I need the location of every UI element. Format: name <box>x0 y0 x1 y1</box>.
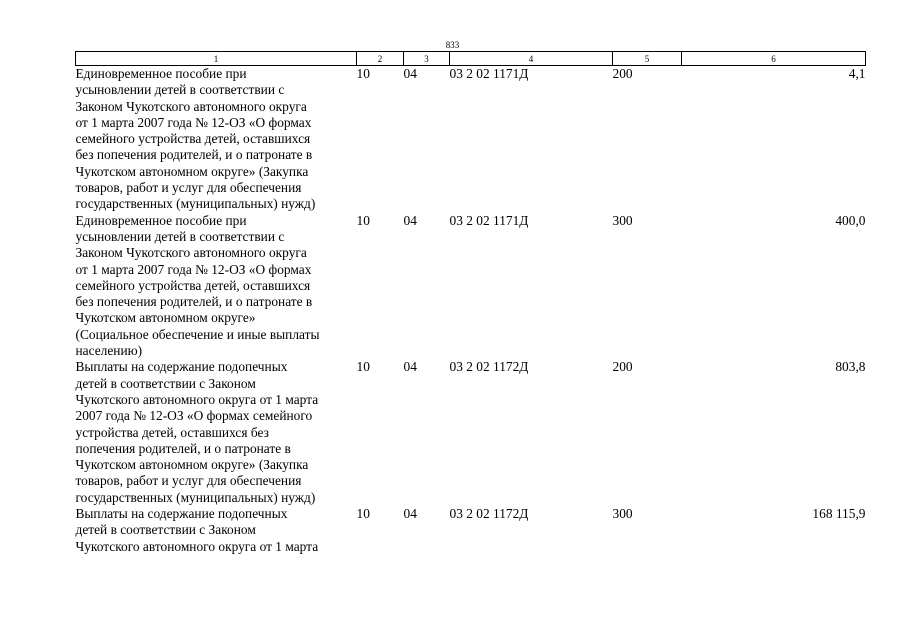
description-line: детей в соответствии с Законом <box>75 375 256 391</box>
description-line: семейного устройства детей, оставшихся <box>75 277 311 293</box>
row-section: 10 <box>356 212 370 228</box>
description-line: без попечения родителей, и о патронате в <box>75 147 313 163</box>
description-line: товаров, работ и услуг для обеспечения <box>75 180 302 196</box>
description-line: (Социальное обеспечение и иные выплаты <box>75 326 320 342</box>
row-target-article: 03 2 02 1172Д <box>449 506 529 522</box>
description-line: устройства детей, оставшихся без <box>75 424 269 440</box>
description-line: от 1 марта 2007 года № 12-ОЗ «О формах <box>75 114 312 130</box>
table-header <box>76 52 866 66</box>
budget-table <box>75 51 866 555</box>
row-description <box>76 66 357 213</box>
description-line: попечения родителей, и о патронате в <box>75 440 291 456</box>
description-line: населению) <box>75 343 143 359</box>
description-line: Единовременное пособие при <box>75 66 247 81</box>
description-line: Законом Чукотского автономного округа <box>75 245 307 261</box>
description-line: Чукотском автономном округе» (Закупка <box>75 163 309 179</box>
row-description <box>76 359 357 506</box>
description-line: от 1 марта 2007 года № 12-ОЗ «О формах <box>75 261 312 277</box>
description-line: Чукотском автономном округе» <box>75 310 256 326</box>
description-line: Единовременное пособие при <box>75 212 247 228</box>
description-line: Законом Чукотского автономного округа <box>75 98 307 114</box>
row-section: 10 <box>356 359 370 375</box>
row-amount: 168 115,9 <box>812 506 866 522</box>
table-row <box>76 66 866 213</box>
row-section: 10 <box>356 66 370 81</box>
description-line: усыновлении детей в соответствии с <box>75 82 285 98</box>
description-line: Чукотского автономного округа от 1 марта <box>75 538 319 554</box>
row-amount: 4,1 <box>848 66 866 81</box>
row-target-article: 03 2 02 1171Д <box>449 66 529 81</box>
description-line: товаров, работ и услуг для обеспечения <box>75 473 302 489</box>
row-subsection: 04 <box>403 359 417 375</box>
table-row <box>76 359 866 506</box>
description-line: усыновлении детей в соответствии с <box>75 228 285 244</box>
column-number-4: 4 <box>450 52 613 66</box>
description-line: Чукотского автономного округа от 1 марта <box>75 391 319 407</box>
row-target-article: 03 2 02 1172Д <box>449 359 529 375</box>
row-subsection: 04 <box>403 66 417 81</box>
row-description <box>76 506 357 555</box>
description-line: детей в соответствии с Законом <box>75 522 256 538</box>
description-line: государственных (муниципальных) нужд) <box>75 196 316 212</box>
description-line: семейного устройства детей, оставшихся <box>75 131 311 147</box>
column-number-5: 5 <box>613 52 682 66</box>
row-expense-type: 200 <box>612 66 633 81</box>
column-number-6: 6 <box>682 52 866 66</box>
column-number-1: 1 <box>76 52 357 66</box>
table-row <box>76 506 866 555</box>
row-amount: 400,0 <box>835 212 866 228</box>
description-line: государственных (муниципальных) нужд) <box>75 489 316 505</box>
row-subsection: 04 <box>403 506 417 522</box>
row-amount: 803,8 <box>835 359 866 375</box>
table-body <box>76 66 866 555</box>
description-line: Выплаты на содержание подопечных <box>75 359 288 375</box>
row-section: 10 <box>356 506 370 522</box>
row-description <box>76 213 357 360</box>
description-line: Чукотском автономном округе» (Закупка <box>75 457 309 473</box>
row-expense-type: 200 <box>612 359 633 375</box>
description-line: Выплаты на содержание подопечных <box>75 506 288 522</box>
column-number-2: 2 <box>357 52 404 66</box>
description-line: 2007 года № 12-ОЗ «О формах семейного <box>75 408 313 424</box>
table-row <box>76 213 866 360</box>
description-line: без попечения родителей, и о патронате в <box>75 294 313 310</box>
row-expense-type: 300 <box>612 212 633 228</box>
page-number: 833 <box>445 40 460 50</box>
row-expense-type: 300 <box>612 506 633 522</box>
row-subsection: 04 <box>403 212 417 228</box>
row-target-article: 03 2 02 1171Д <box>449 212 529 228</box>
column-number-3: 3 <box>404 52 450 66</box>
column-number-row <box>76 52 866 66</box>
